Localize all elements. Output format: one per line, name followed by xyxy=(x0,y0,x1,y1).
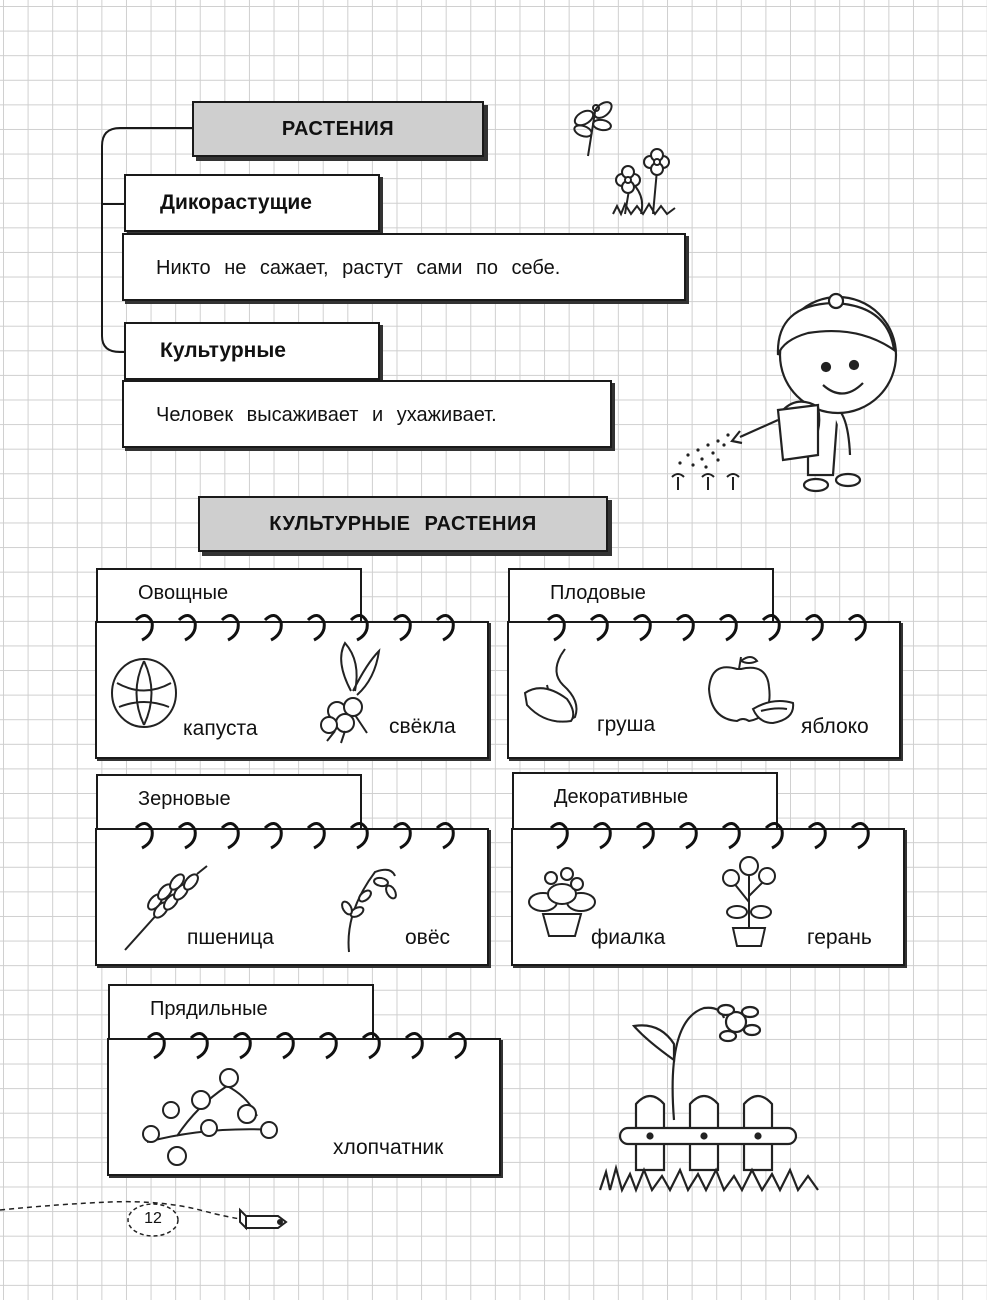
wild-definition: Никто не сажает, растут сами по себе. xyxy=(156,257,561,279)
category-name-decorative: Декоративные xyxy=(554,786,689,808)
item-label-oat: овёс xyxy=(405,926,451,949)
category-name-vegetables: Овощные xyxy=(138,582,229,604)
beet-icon xyxy=(315,641,387,745)
plants-title xyxy=(192,101,484,157)
item-label-wheat: пшеница xyxy=(187,926,274,949)
spiral-binding-decorative xyxy=(545,818,875,858)
spiral-binding-fiber xyxy=(142,1028,472,1068)
wild-label-tab xyxy=(124,174,380,232)
page-number: 12 xyxy=(144,1210,162,1227)
cultivated-definition: Человек высаживает и ухаживает. xyxy=(156,404,497,426)
wild-label: Дикорастущие xyxy=(160,191,312,214)
cultivated-plants-title-text: КУЛЬТУРНЫЕ РАСТЕНИЯ xyxy=(269,512,537,535)
item-label-cabbage: капуста xyxy=(183,717,258,740)
boy-watering-icon xyxy=(658,295,898,500)
apple-icon xyxy=(703,653,803,729)
wild-definition-box xyxy=(122,233,686,301)
cultivated-definition-box xyxy=(122,380,612,448)
cultivated-label-tab xyxy=(124,322,380,380)
geranium-icon xyxy=(717,852,781,948)
pear-icon xyxy=(521,649,595,725)
page-number-badge xyxy=(126,1202,180,1238)
cultivated-label: Культурные xyxy=(160,339,286,362)
plants-title-text: РАСТЕНИЯ xyxy=(281,117,395,140)
category-name-fiber: Прядильные xyxy=(150,998,268,1020)
item-label-cotton: хлопчатник xyxy=(333,1136,444,1159)
flowers-icon xyxy=(605,150,685,218)
cultivated-plants-title xyxy=(198,496,608,552)
item-label-violet: фиалка xyxy=(591,926,666,949)
spiral-binding-fruits xyxy=(542,610,872,650)
item-label-beet: свёкла xyxy=(389,715,456,738)
spiral-binding-grains xyxy=(130,818,460,858)
cabbage-icon xyxy=(109,653,179,731)
fence-flower-icon xyxy=(596,1000,826,1196)
item-label-apple: яблоко xyxy=(801,715,869,738)
category-name-fruits: Плодовые xyxy=(550,582,646,604)
category-name-grains: Зерновые xyxy=(138,788,231,810)
item-label-pear: груша xyxy=(597,713,656,736)
oat-icon xyxy=(335,862,411,954)
item-label-geranium: герань xyxy=(807,926,872,949)
violet-icon xyxy=(527,862,597,938)
cotton-icon xyxy=(137,1066,287,1170)
spiral-binding-vegetables xyxy=(130,610,460,650)
